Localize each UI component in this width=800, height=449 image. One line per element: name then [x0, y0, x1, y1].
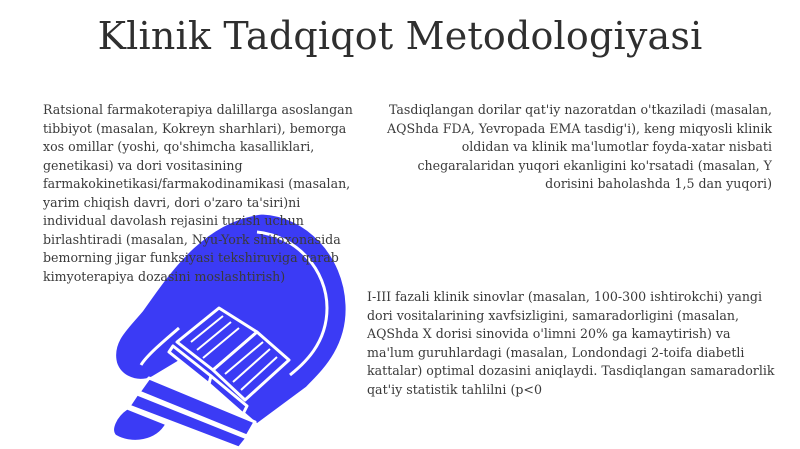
right-bottom-paragraph: I-III fazali klinik sinovlar (masalan, 100-300 ishtirokchi) yangi dori vositalarining xavfsizligini, samaradorligini (masalan, AQShda X dorisi sinovida o'limni 20% ga kamaytirish) va ma'lum guruhlardagi (masalan, Londondagi 2-toifa diabetli kattalar) optimal dozasini aniqlaydi. Tasdiqlangan samaradorlik qat'iy statistik tahlilni (p<0 [367, 289, 775, 397]
left-paragraph: Ratsional farmakoterapiya dalillarga asoslangan tibbiyot (masalan, Kokreyn sharhlari), bemorga xos omillar (yoshi, qo'shimcha kasalliklari, genetikasi) va dori vositasining farmakokinetikasi/farmakodinamikasi (masalan, yarim chiqish davri, dori o'zaro ta'siri)ni individual davolash rejasini tuzish uchun birlashtiradi (masalan, Nyu-York shifoxonasida bemorning jigar funksiyasi tekshiruviga qarab kimyoterapiya dozasini moslashtirish) [43, 102, 353, 284]
right-top-paragraph: Tasdiqlangan dorilar qat'iy nazoratdan o'tkaziladi (masalan, AQShda FDA, Yevropada EMA tasdig'i), keng miqyosli klinik oldidan va klinik ma'lumotlar foyda-xatar nisbati chegaralaridan yuqori ekanligini ko'rsatadi (masalan, Y dorisini baholashda 1,5 dan yuqori) [387, 102, 772, 191]
slide-title: Klinik Tadqiqot Metodologiyasi [97, 14, 703, 58]
